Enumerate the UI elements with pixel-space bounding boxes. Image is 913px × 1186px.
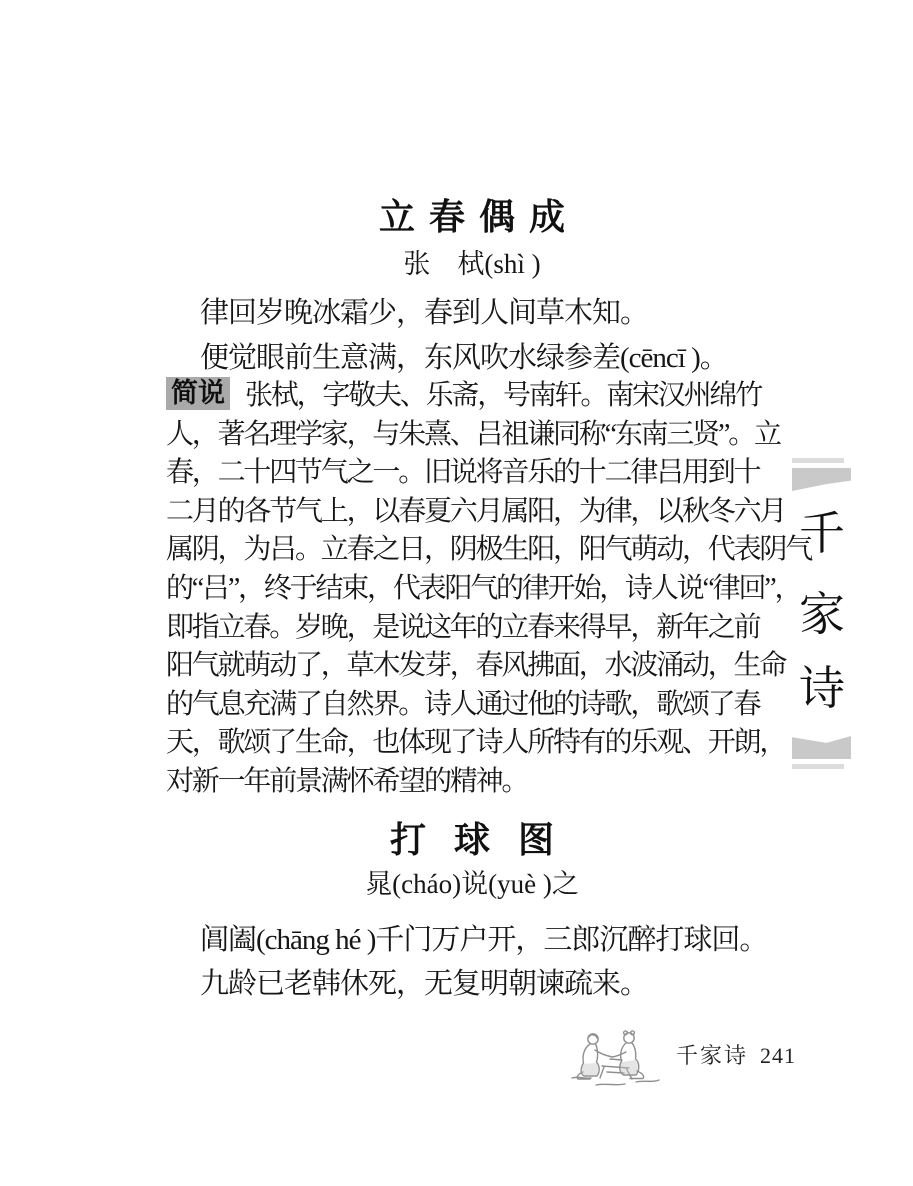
- summary-line: 的气息充满了自然界。诗人通过他的诗歌，歌颂了春: [166, 688, 760, 720]
- banner-ribbon-top: [792, 468, 851, 491]
- poem1-title: 立春偶成: [378, 196, 579, 237]
- summary-line: 天，歌颂了生命，也体现了诗人所特有的乐观、开朗，: [166, 727, 786, 759]
- summary-line-text: 张栻，字敬夫、乐斋，号南轩。南宋汉州绵竹: [245, 380, 762, 411]
- poem1-line: 便觉眼前生意满，东风吹水绿参差(cēncī )。: [200, 342, 728, 374]
- banner-ribbon-bottom: [792, 736, 851, 759]
- banner-rule-top: [792, 458, 844, 463]
- footer-text: [676, 1043, 796, 1069]
- footer-book-title: 千家诗: [676, 1043, 749, 1068]
- poem2-author: 晁(cháo)说(yuè )之: [365, 869, 579, 899]
- summary-block: [166, 377, 812, 802]
- summary-line: 的“吕”，终于结束，代表阳气的律开始，诗人说“律回”，: [166, 572, 801, 604]
- poem1-body: [200, 291, 728, 381]
- poem2-line: 九龄已老韩休死，无复明朝谏疏来。: [200, 968, 649, 1000]
- poem1-line: 律回岁晚冰霜少，春到人间草木知。: [200, 297, 649, 329]
- summary-line: 阳气就萌动了，草木发芽，春风拂面，水波涌动，生命: [166, 650, 786, 682]
- summary-line: 对新一年前景满怀希望的精神。: [166, 765, 528, 797]
- summary-line: 春，二十四节气之一。旧说将音乐的十二律吕用到十: [166, 457, 760, 489]
- children-illustration: [566, 1026, 664, 1090]
- summary-line: 属阴，为吕。立春之日，阴极生阳，阳气萌动，代表阴气: [166, 534, 812, 566]
- summary-line: 人，著名理学家，与朱熹、吕祖谦同称“东南三贤”。立: [166, 418, 780, 450]
- poem2-title: 打球图: [389, 819, 582, 860]
- banner-char: 千: [799, 508, 845, 559]
- summary-line: [166, 377, 792, 416]
- footer-page-number: 241: [760, 1043, 797, 1068]
- summary-line: 即指立春。岁晚，是说这年的立春来得早，新年之前: [166, 611, 760, 643]
- banner-char: 家: [799, 589, 845, 640]
- banner-rule-bottom: [792, 764, 844, 769]
- summary-line: 二月的各节气上，以春夏六月属阳，为律，以秋冬六月: [166, 495, 786, 527]
- banner-char: 诗: [799, 663, 845, 714]
- poem2-line: 阊阖(chāng hé )千门万户开，三郎沉醉打球回。: [200, 924, 768, 956]
- poem2-body: [200, 918, 767, 1006]
- summary-label-badge: 简说: [166, 377, 230, 410]
- poem1-author: 张 栻(shì ): [403, 249, 541, 279]
